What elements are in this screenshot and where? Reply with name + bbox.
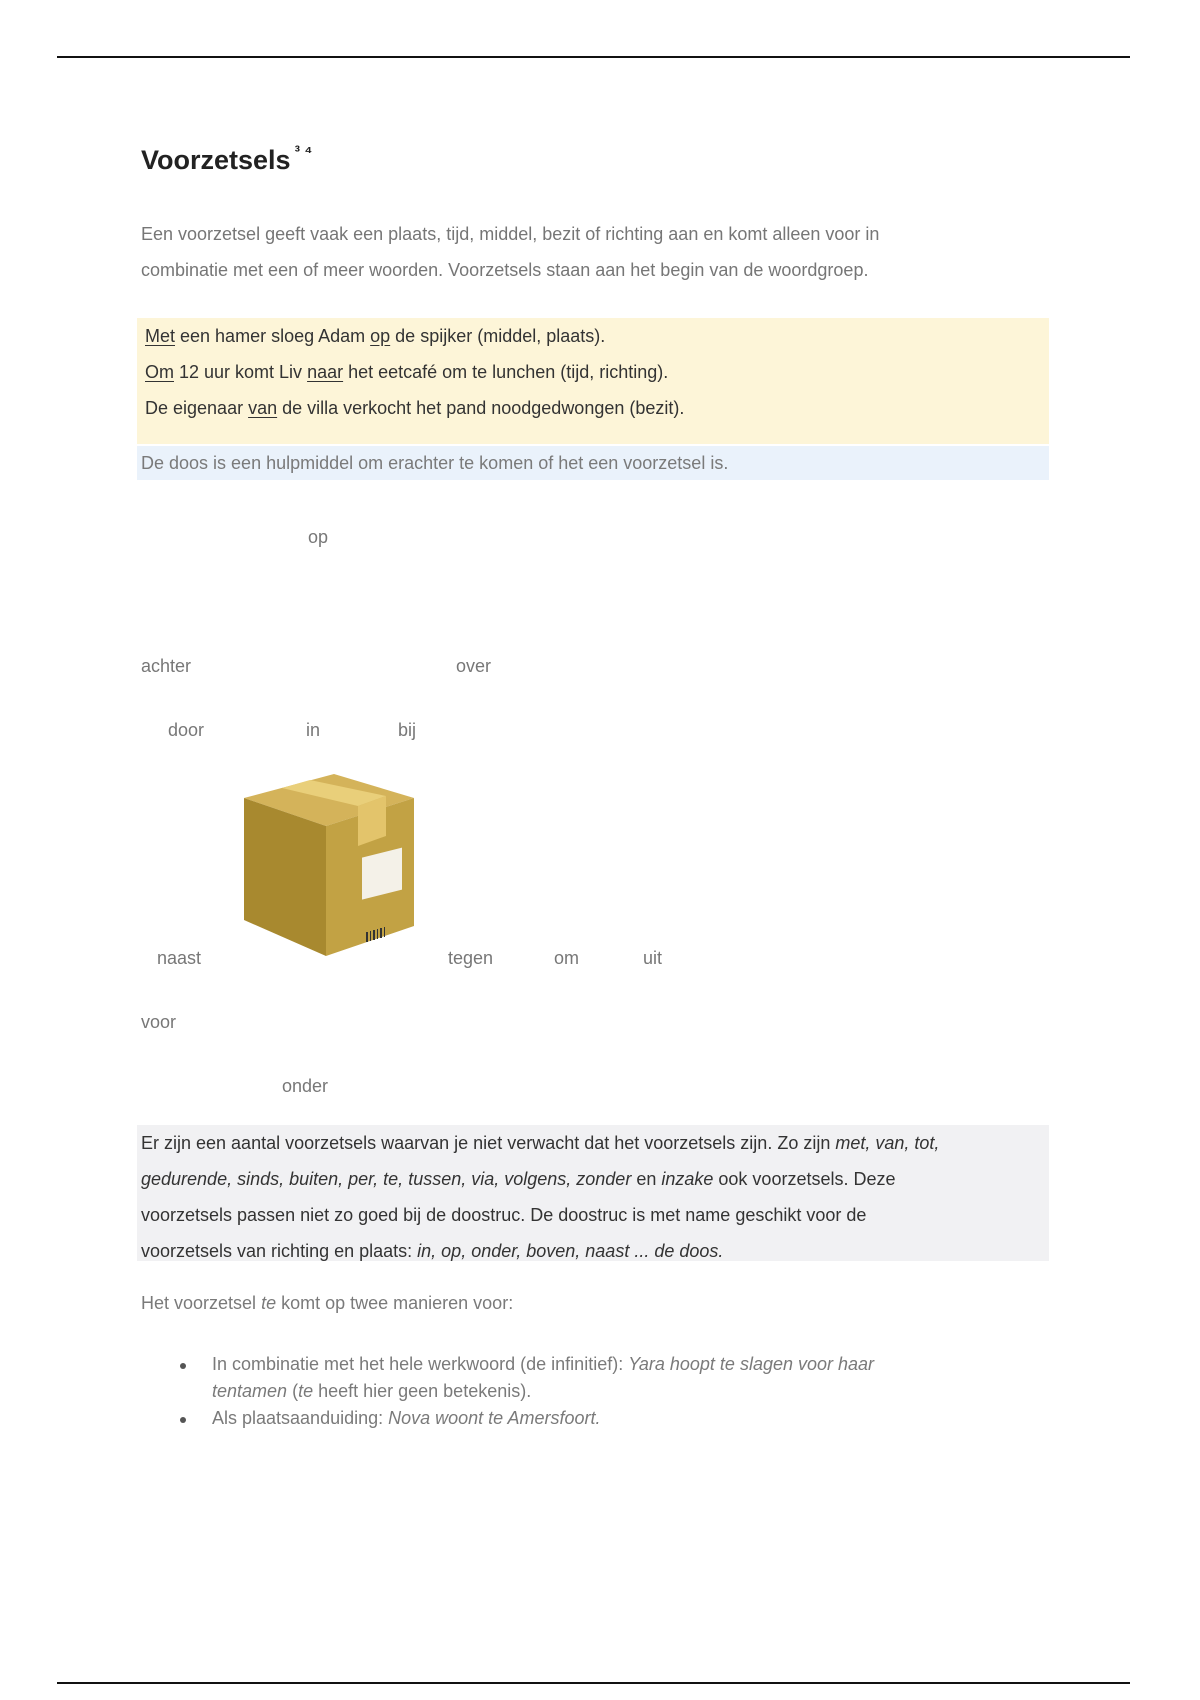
word-op: op [308, 527, 329, 547]
preposition-op: op [370, 326, 391, 346]
word-bij: bij [398, 720, 417, 740]
word-voor: voor [141, 1012, 177, 1032]
preposition-met: Met [145, 326, 176, 346]
intro-line-2: combinatie met een of meer woorden. Voorzetsels staan aan het begin van de woordgroep. [141, 260, 869, 280]
para-line-4 [141, 1233, 1049, 1269]
list-italic: tentamen [212, 1381, 288, 1401]
para-italic: gedurende, sinds, buiten, per, te, tussen, via, volgens, zonder [141, 1169, 632, 1189]
list-text: Als plaatsaanduiding: [212, 1408, 389, 1428]
bullet-icon [180, 1417, 186, 1423]
list-text: ( [287, 1381, 299, 1401]
intro-line-1: Een voorzetsel geeft vaak een plaats, tijd, middel, bezit of richting aan en komt alleen voor in [141, 224, 880, 244]
preposition-naar: naar [307, 362, 344, 382]
cardboard-box-icon [232, 770, 428, 960]
para-italic: in, op, onder, boven, naast ... de doos. [417, 1241, 724, 1261]
list-item [180, 1351, 1020, 1405]
word-naast: naast [157, 948, 202, 968]
intro-paragraph [141, 216, 1061, 288]
para-line-2 [141, 1161, 1049, 1197]
example-sentence-3 [141, 390, 1045, 426]
te-text: Het voorzetsel [141, 1293, 262, 1313]
example-text: de spijker (middel, plaats). [390, 326, 606, 346]
examples-block [137, 318, 1049, 444]
para-text: ook voorzetsels. Deze [718, 1169, 896, 1189]
preposition-van: van [248, 398, 278, 418]
title-text: Voorzetsels [141, 145, 291, 175]
te-intro [141, 1293, 513, 1314]
preposition-om: Om [145, 362, 174, 382]
word-in: in [306, 720, 321, 740]
example-text: De eigenaar [145, 398, 249, 418]
footnote-refs: ³ ⁴ [294, 144, 313, 161]
para-line-1 [141, 1125, 1049, 1161]
example-text: 12 uur komt Liv [174, 362, 308, 382]
te-text: komt op twee manieren voor: [276, 1293, 514, 1313]
box-note: De doos is een hulpmiddel om erachter te komen of het een voorzetsel is. [137, 446, 1049, 480]
list-italic: Nova woont te Amersfoort. [388, 1408, 601, 1428]
example-text: de villa verkocht het pand noodgedwongen (bezit). [277, 398, 685, 418]
word-over: over [456, 656, 492, 676]
word-achter: achter [141, 656, 192, 676]
unexpected-prepositions-paragraph [137, 1125, 1049, 1261]
word-tegen: tegen [448, 948, 494, 968]
te-usage-list [180, 1351, 1020, 1432]
para-text: en [631, 1169, 662, 1189]
list-italic: Yara hoopt te slagen voor haar [628, 1354, 875, 1374]
footer-rule [57, 1682, 1130, 1684]
list-text: In combinatie met het hele werkwoord (de infinitief): [212, 1354, 629, 1374]
header-rule [57, 56, 1130, 58]
word-om: om [554, 948, 580, 968]
word-door: door [168, 720, 205, 740]
example-sentence-1 [141, 318, 1045, 354]
list-italic: te [298, 1381, 314, 1401]
example-text: een hamer sloeg Adam [175, 326, 371, 346]
list-text: heeft hier geen betekenis). [313, 1381, 532, 1401]
bullet-icon [180, 1363, 186, 1369]
word-uit: uit [643, 948, 663, 968]
para-italic: inzake [661, 1169, 714, 1189]
example-text: het eetcafé om te lunchen (tijd, richting). [343, 362, 669, 382]
para-italic: met, van, tot, [835, 1133, 940, 1153]
example-sentence-2 [141, 354, 1045, 390]
word-onder: onder [282, 1076, 329, 1096]
para-text: voorzetsels van richting en plaats: [141, 1241, 418, 1261]
para-text: Er zijn een aantal voorzetsels waarvan je niet verwacht dat het voorzetsels zijn. Zo zijn [141, 1133, 836, 1153]
page-title [141, 144, 312, 176]
list-item [180, 1405, 1020, 1432]
te-italic: te [261, 1293, 277, 1313]
para-line-3: voorzetsels passen niet zo goed bij de doostruc. De doostruc is met name geschikt voor de [141, 1205, 867, 1225]
